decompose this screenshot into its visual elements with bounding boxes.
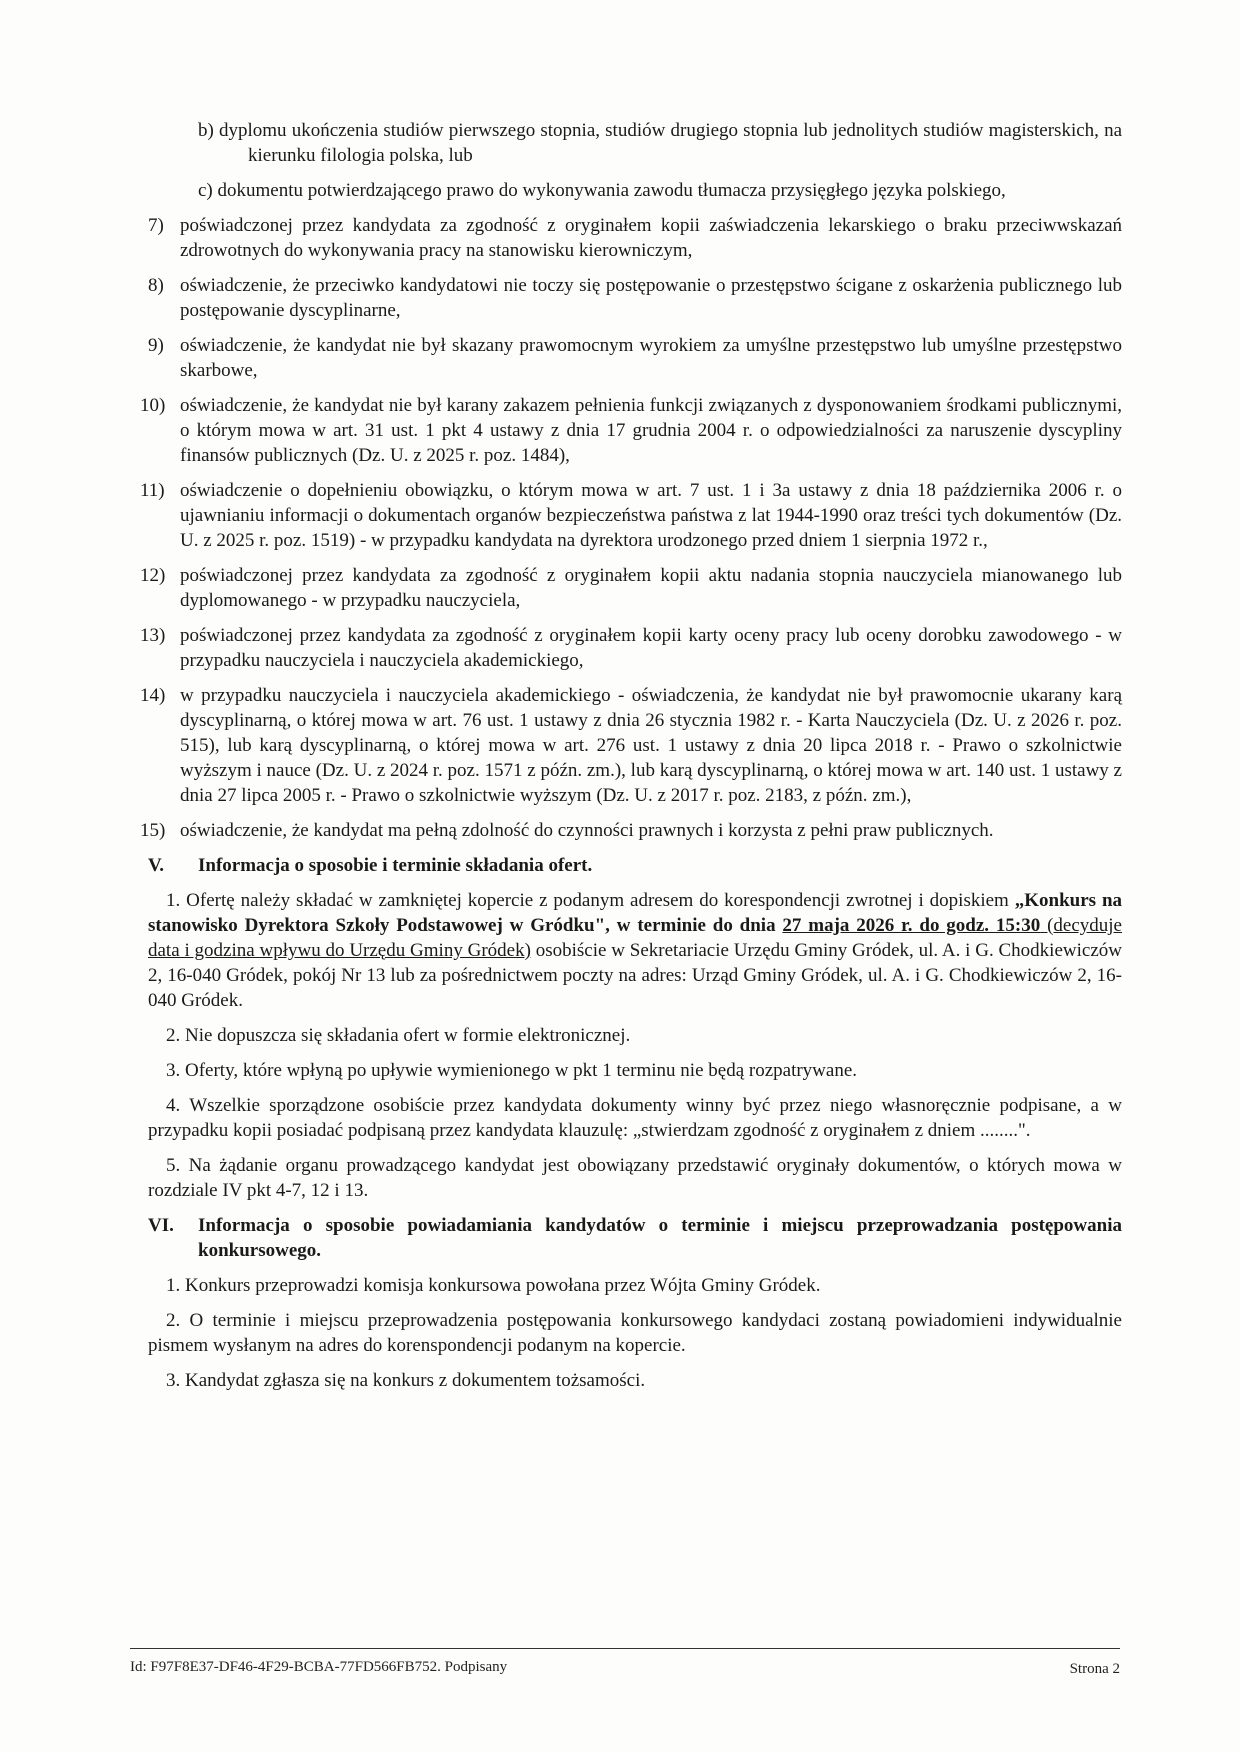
list-item-8: [148, 273, 1122, 323]
list-item-9: [148, 333, 1122, 383]
underlined-text: (decyduje data i godzina wpływu do Urzędu Gminy Gródek): [148, 915, 1122, 961]
section-vi-paragraph-2: 2. O terminie i miejscu przeprowadzenia postępowania konkursowego kandydaci zostaną powiadomieni indywidualnie pismem wysłanym na adres do korenspondencji podanym na kopercie.: [148, 1310, 1122, 1356]
list-item-12: [140, 563, 1122, 613]
list-item-text: dyplomu ukończenia studiów pierwszego stopnia, studiów drugiego stopnia lub jednolitych studiów magisterskich, na kierunku filologia polska, lub: [218, 120, 1122, 166]
section-vi-paragraph-3: 3. Kandydat zgłasza się na konkurs z dokumentem tożsamości.: [166, 1370, 646, 1391]
list-item-c: [198, 178, 1122, 203]
item-text: oświadczenie o dopełnieniu obowiązku, o którym mowa w art. 7 ust. 1 i 3a ustawy z dnia 18 października 2006 r. o ujawnianiu informacji o dokumentach organów bezpieczeństwa państwa z lat 1944-1990 oraz treści tych dokumentów (Dz. U. z 2025 r. poz. 1519) - w przypadku kandydata na dyrektora urodzonego przed dniem 1 sierpnia 1972 r.,: [180, 480, 1122, 551]
section-title: Informacja o sposobie powiadamiania kandydatów o terminie i miejscu przeprowadzania postępowania konkursowego.: [198, 1215, 1122, 1261]
deadline-text: 27 maja 2026 r. do godz. 15:30: [782, 915, 1041, 936]
item-text: w przypadku nauczyciela i nauczyciela akademickiego - oświadczenia, że kandydat nie był prawomocnie ukarany karą dyscyplinarną, o której mowa w art. 76 ust. 1 ustawy z dnia 26 stycznia 1982 r. - Karta Nauczyciela (Dz. U. z 2026 r. poz. 515), lub karą dyscyplinarną, o której mowa w art. 276 ust. 1 ustawy z dnia 20 lipca 2018 r. - Prawo o szkolnictwie wyższym i nauce (Dz. U. z 2024 r. poz. 1571 z późn. zm.), lub karą dyscyplinarną, o której mowa w art. 140 ust. 1 ustawy z dnia 27 lipca 2005 r. - Prawo o szkolnictwie wyższym (Dz. U. z 2017 r. poz. 2183, z późn. zm.),: [180, 685, 1122, 806]
list-item-b: [198, 118, 1122, 168]
section-v-paragraph-2: 2. Nie dopuszcza się składania ofert w formie elektronicznej.: [166, 1025, 631, 1046]
item-text: poświadczonej przez kandydata za zgodność z oryginałem kopii zaświadczenia lekarskiego o braku przeciwwskazań zdrowotnych do wykonywania pracy na stanowisku kierowniczym,: [180, 215, 1122, 261]
item-number: 7): [148, 215, 164, 236]
section-number: V.: [148, 855, 165, 876]
list-item-13: [140, 623, 1122, 673]
page-number: Strona 2: [1069, 1661, 1120, 1677]
list-item-text: dokumentu potwierdzającego prawo do wykonywania zawodu tłumacza przysięgłego języka polskiego,: [217, 180, 1006, 201]
section-vi-paragraph-1: 1. Konkurs przeprowadzi komisja konkursowa powołana przez Wójta Gminy Gródek.: [166, 1275, 821, 1296]
list-item-7: [148, 213, 1122, 263]
item-number: 10): [140, 395, 166, 416]
list-item-11: [140, 478, 1122, 553]
item-number: 12): [140, 565, 166, 586]
paragraph-text: osobiście w Sekretariacie Urzędu Gminy Gródek, ul. A. i G. Chodkiewiczów 2, 16-040 Gródek, pokój Nr 13 lub za pośrednictwem poczty na adres: Urząd Gminy Gródek, ul. A. i G. Chodkiewiczów 2, 16-040 Gródek.: [148, 940, 1122, 1011]
item-number: 13): [140, 625, 166, 646]
section-v-paragraph-4: 4. Wszelkie sporządzone osobiście przez kandydata dokumenty winny być przez niego własnoręcznie podpisane, a w przypadku kopii posiadać podpisaną przez kandydata klauzulę: „stwierdzam zgodność z oryginałem z dniem ........".: [148, 1095, 1122, 1141]
list-marker: b): [198, 120, 219, 141]
list-item-10: [140, 393, 1122, 468]
bold-text: „Konkurs na stanowisko Dyrektora Szkoły Podstawowej w Gródku", w terminie do dnia: [148, 890, 1123, 936]
list-item-14: [140, 683, 1122, 808]
document-body: [140, 118, 1123, 1403]
item-text: oświadczenie, że przeciwko kandydatowi nie toczy się postępowanie o przestępstwo ścigane z oskarżenia publicznego lub postępowanie dyscyplinarne,: [180, 275, 1122, 321]
list-marker: c): [198, 180, 218, 201]
item-text: oświadczenie, że kandydat ma pełną zdolność do czynności prawnych i korzysta z pełni praw publicznych.: [180, 820, 994, 841]
section-v-paragraph-5: 5. Na żądanie organu prowadzącego kandydat jest obowiązany przedstawić oryginały dokumentów, o których mowa w rozdziale IV pkt 4-7, 12 i 13.: [148, 1155, 1122, 1201]
item-text: poświadczonej przez kandydata za zgodność z oryginałem kopii aktu nadania stopnia nauczyciela mianowanego lub dyplomowanego - w przypadku nauczyciela,: [180, 565, 1122, 611]
section-v-paragraph-1: [148, 888, 1122, 1013]
item-text: oświadczenie, że kandydat nie był skazany prawomocnym wyrokiem za umyślne przestępstwo lub umyślne przestępstwo skarbowe,: [180, 335, 1122, 381]
section-number: VI.: [148, 1215, 174, 1236]
item-number: 14): [140, 685, 166, 706]
footer-divider: [130, 1648, 1120, 1649]
section-heading-vi: [148, 1213, 1122, 1263]
item-text: poświadczonej przez kandydata za zgodność z oryginałem kopii karty oceny pracy lub oceny dorobku zawodowego - w przypadku nauczyciela i nauczyciela akademickiego,: [180, 625, 1122, 671]
item-text: oświadczenie, że kandydat nie był karany zakazem pełnienia funkcji związanych z dysponowaniem środkami publicznymi, o którym mowa w art. 31 ust. 1 pkt 4 ustawy z dnia 17 grudnia 2004 r. o odpowiedzialności za naruszenie dyscypliny finansów publicznych (Dz. U. z 2025 r. poz. 1484),: [180, 395, 1122, 466]
item-number: 9): [148, 335, 164, 356]
section-v-paragraph-3: 3. Oferty, które wpłyną po upływie wymienionego w pkt 1 terminu nie będą rozpatrywane.: [166, 1060, 858, 1081]
section-title: Informacja o sposobie i terminie składania ofert.: [198, 855, 593, 876]
document-id: Id: F97F8E37-DF46-4F29-BCBA-77FD566FB752. Podpisany: [130, 1659, 508, 1675]
paragraph-text: 1. Ofertę należy składać w zamkniętej kopercie z podanym adresem do korespondencji zwrotnej i dopiskiem: [166, 890, 1015, 911]
list-item-15: [140, 818, 1122, 843]
section-heading-v: [148, 853, 1122, 878]
item-number: 11): [140, 480, 165, 501]
item-number: 8): [148, 275, 164, 296]
item-number: 15): [140, 820, 166, 841]
